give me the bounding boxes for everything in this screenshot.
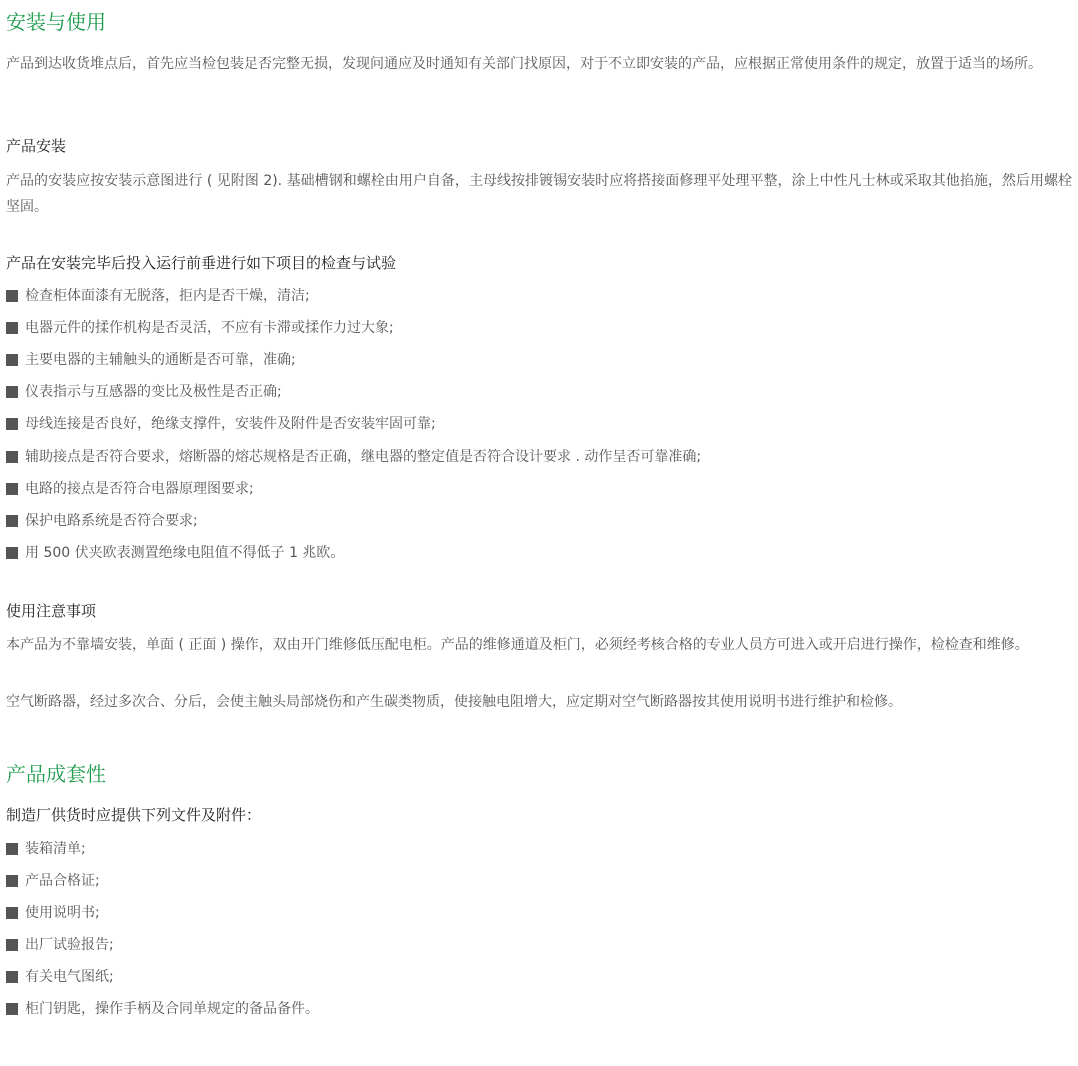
square-bullet-icon <box>6 515 18 527</box>
check-item: 主要电器的主辅触头的通断是否可靠，准确; <box>6 350 296 370</box>
square-bullet-icon <box>6 451 18 463</box>
subheading-install: 产品安装 <box>6 137 67 155</box>
notes-paragraph-1: 本产品为不靠墙安装，单面 ( 正面 ) 操作，双由开门维修低压配电柜。产品的维修通道及柜门，必须经考核合格的专业人员方可进入或开启进行操作，检检查和维修。 <box>6 637 1029 653</box>
check-item: 辅助接点是否符合要求，熔断器的熔芯规格是否正确，继电器的整定值是否符合设计要求 . 动作呈否可靠准确; <box>6 447 701 467</box>
check-item: 检查柜体面漆有无脱落，拒内是否干燥，清洁; <box>6 286 310 306</box>
square-bullet-icon <box>6 418 18 430</box>
completeness-lead: 制造厂供货时应提供下列文件及附件： <box>6 806 262 824</box>
supply-item: 有关电气图纸; <box>6 967 114 987</box>
check-item: 电器元件的揉作机构是否灵活，不应有卡滞或揉作力过大象; <box>6 318 394 338</box>
square-bullet-icon <box>6 322 18 334</box>
notes-paragraph-2: 空气断路器，经过多次合、分后，会使主触头局部烧伤和产生碳类物质，使接触电阻增大，应定期对空气断路器按其使用说明书进行维护和检修。 <box>6 694 902 710</box>
square-bullet-icon <box>6 386 18 398</box>
supply-item: 产品合格证; <box>6 871 100 891</box>
check-item: 保护电路系统是否符合要求; <box>6 511 198 531</box>
square-bullet-icon <box>6 843 18 855</box>
section-title-completeness: 产品成套性 <box>6 762 106 786</box>
subheading-checks: 产品在安装完毕后投入运行前垂进行如下项目的检查与试验 <box>6 254 397 272</box>
intro-paragraph: 产品到达收货堆点后，首先应当检包装足否完整无损，发现问通应及时通知有关部门找原因，对于不立即安装的产品，应根据正常使用条件的规定，放置于适当的场所。 <box>6 56 1042 72</box>
supply-item: 使用说明书; <box>6 903 100 923</box>
install-paragraph: 产品的安装应按安装示意图进行 ( 见附图 2). 基础槽钢和螺栓由用户自备，主母线按排镀锡安装时应将搭接面修理平处理平整，涂上中性凡士林或采取其他掐施，然后用螺栓坚固。 <box>6 173 1072 215</box>
square-bullet-icon <box>6 483 18 495</box>
subheading-notes: 使用注意事项 <box>6 602 97 620</box>
square-bullet-icon <box>6 907 18 919</box>
square-bullet-icon <box>6 971 18 983</box>
square-bullet-icon <box>6 290 18 302</box>
square-bullet-icon <box>6 875 18 887</box>
check-item: 母线连接是否良好，绝缘支撑件，安装件及附件是否安装牢固可靠; <box>6 414 436 434</box>
square-bullet-icon <box>6 939 18 951</box>
check-item: 用 500 伏夹欧表测置绝缘电阻值不得低子 1 兆欧。 <box>6 543 344 563</box>
supply-item: 柜门钥匙，操作手柄及合同单规定的备品备件。 <box>6 999 319 1019</box>
supply-item: 出厂试验报告; <box>6 935 114 955</box>
square-bullet-icon <box>6 354 18 366</box>
square-bullet-icon <box>6 547 18 559</box>
check-item: 电路的接点是否符合电器原理图要求; <box>6 479 254 499</box>
square-bullet-icon <box>6 1003 18 1015</box>
section-title-install-use: 安装与使用 <box>6 10 106 34</box>
supply-item: 装箱清单; <box>6 839 86 859</box>
check-item: 仪表指示与互感器的变比及极性是否正确; <box>6 382 282 402</box>
